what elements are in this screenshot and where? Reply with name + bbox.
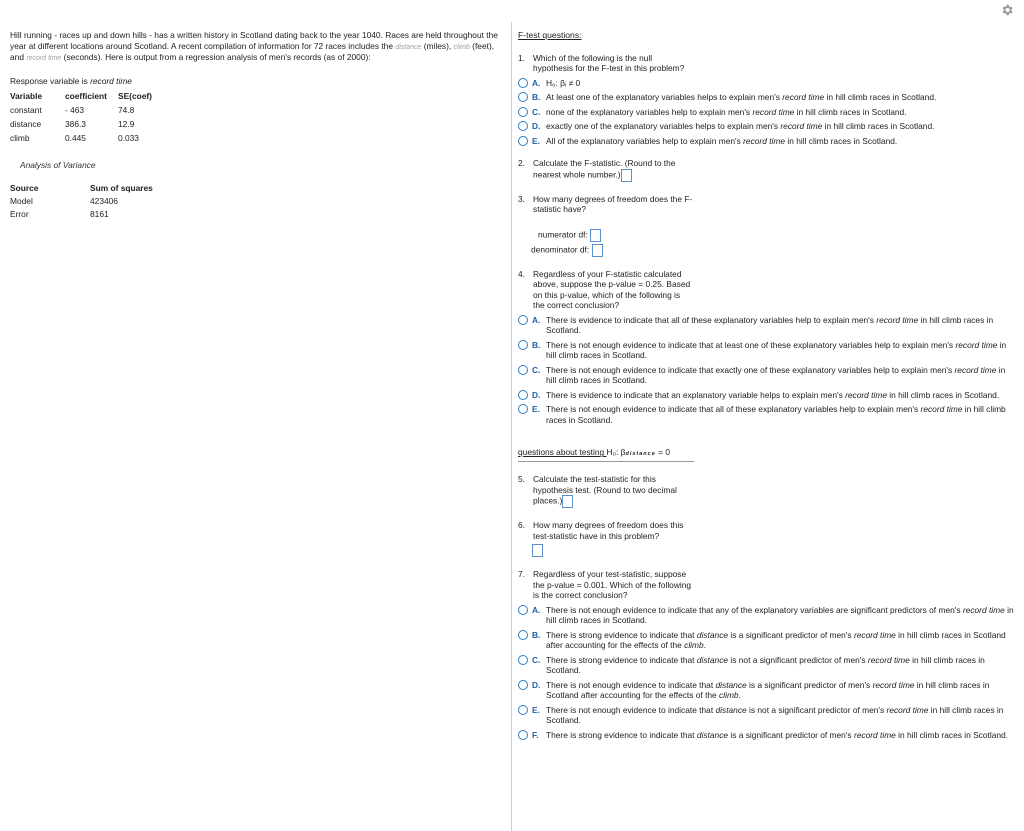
question-1: 1. Which of the following is the null hypothesis for the F-test in this problem? A. H₀: βᵢ ≠ 0 B. At least one of the explanatory variables helps to explain men's record time in hill climb races in Scotland. C. none of the explanatory variables help to explain men's record time in hill climb races in Scotland. D. exactly one of the explanatory variables helps to explain men's record time in hill climb races in Scotland. E. All of the explanatory variables help to explain men's record time in hill climb races in Scotland. xyxy=(518,53,1014,147)
radio-button[interactable] xyxy=(518,340,528,350)
question-4: 4. Regardless of your F-statistic calculated above, suppose the p-value = 0.25. Based on this p-value, which of the following is the correct conclusion? A. There is evidence to indicate that all of these explanatory variables help to explain men's record time in hill climb races in Scotland. B. There is not enough evidence to indicate that at least one of these explanatory variables help to explain men's record time in hill climb races in Scotland. C. There is not enough evidence to indicate that exactly one of these explanatory variables help to explain men's record time in hill climb races in Scotland. D. There is evidence to indicate that an explanatory variable helps to explain men's record time in hill climb races in Scotland. E. There is not enough evidence to indicate that all of these explanatory variables help to explain men's record time in hill climb races in Scotland. xyxy=(518,269,1014,426)
radio-button[interactable] xyxy=(518,630,528,640)
table-row: constant - 463 74.8 xyxy=(10,105,135,116)
q7-option-c[interactable]: C. There is strong evidence to indicate that distance is not a significant predictor of men's record time in hill climb races in Scotland. xyxy=(518,655,1014,676)
gear-icon[interactable] xyxy=(1000,3,1014,17)
problem-statement xyxy=(10,30,500,221)
q7-option-b[interactable]: B. There is strong evidence to indicate that distance is a significant predictor of men's record time in hill climb races in Scotland after accounting for the effects of the climb. xyxy=(518,630,1014,651)
question-pane xyxy=(518,30,1014,740)
radio-button[interactable] xyxy=(518,121,528,131)
table-row: Model 423406 xyxy=(10,196,118,207)
q4-option-c[interactable]: C. There is not enough evidence to indicate that exactly one of these explanatory variables help to explain men's record time in hill climb races in Scotland. xyxy=(518,365,1014,386)
radio-button[interactable] xyxy=(518,705,528,715)
table-header: Source Sum of squares xyxy=(10,183,153,194)
question-5: 5. Calculate the test-statistic for this hypothesis test. (Round to two decimal places.) xyxy=(518,474,1014,508)
radio-button[interactable] xyxy=(518,390,528,400)
table-header: Variable coefficient SE(coef) xyxy=(10,91,152,102)
t-df-input[interactable] xyxy=(532,544,543,557)
q1-option-d[interactable]: D. exactly one of the explanatory variables helps to explain men's record time in hill climb races in Scotland. xyxy=(518,121,1014,132)
question-6: 6. How many degrees of freedom does this test-statistic have in this problem? xyxy=(518,520,1014,557)
pane-divider xyxy=(511,22,512,831)
denominator-df-input[interactable] xyxy=(592,244,603,257)
q4-option-e[interactable]: E. There is not enough evidence to indicate that all of these explanatory variables help to explain men's record time in hill climb races in Scotland. xyxy=(518,404,1014,425)
q1-option-c[interactable]: C. none of the explanatory variables help to explain men's record time in hill climb races in Scotland. xyxy=(518,107,1014,118)
ttest-header: questions about testing H₀: βdistance = 0 xyxy=(518,447,694,462)
radio-button[interactable] xyxy=(518,404,528,414)
radio-button[interactable] xyxy=(518,107,528,117)
radio-button[interactable] xyxy=(518,78,528,88)
distance-var: distance xyxy=(395,43,422,51)
q4-option-a[interactable]: A. There is evidence to indicate that all of these explanatory variables help to explain men's record time in hill climb races in Scotland. xyxy=(518,315,1014,336)
q1-option-a[interactable]: A. H₀: βᵢ ≠ 0 xyxy=(518,78,1014,89)
radio-button[interactable] xyxy=(518,730,528,740)
q7-option-a[interactable]: A. There is not enough evidence to indicate that any of the explanatory variables are significant predictors of men's record time in hill climb races in Scotland. xyxy=(518,605,1014,626)
climb-var: climb xyxy=(453,43,470,51)
intro-paragraph: Hill running - races up and down hills - has a written history in Scotland dating back to the year 1040. Races are held throughout the year at different locations around Scotland. A recent compilation of information for 72 races includes the distance (miles), climb (feet), and record time (seconds). Here is output from a regression analysis of men's records (as of 2000): xyxy=(10,30,498,63)
f-statistic-input[interactable] xyxy=(621,169,632,182)
radio-button[interactable] xyxy=(518,92,528,102)
test-statistic-input[interactable] xyxy=(562,495,573,508)
q7-option-d[interactable]: D. There is not enough evidence to indicate that distance is a significant predictor of men's record time in hill climb races in Scotland after accounting for the effects of the climb. xyxy=(518,680,1014,701)
question-3: 3. How many degrees of freedom does the F-statistic have? numerator df: denominator df: xyxy=(518,194,1014,257)
table-row: climb 0.445 0.033 xyxy=(10,133,139,144)
question-2: 2. Calculate the F-statistic. (Round to the nearest whole number.) xyxy=(518,158,1014,182)
radio-button[interactable] xyxy=(518,680,528,690)
radio-button[interactable] xyxy=(518,605,528,615)
regression-table xyxy=(10,90,178,146)
response-variable: Response variable is record time xyxy=(10,76,132,86)
table-row: distance 386.3 12.9 xyxy=(10,119,135,130)
table-row: Error 8161 xyxy=(10,209,109,220)
anova-table xyxy=(10,182,153,221)
q1-option-b[interactable]: B. At least one of the explanatory variables helps to explain men's record time in hill climb races in Scotland. xyxy=(518,92,1014,103)
radio-button[interactable] xyxy=(518,365,528,375)
anova-title: Analysis of Variance xyxy=(20,159,96,170)
q4-option-d[interactable]: D. There is evidence to indicate that an explanatory variable helps to explain men's record time in hill climb races in Scotland. xyxy=(518,390,1014,401)
ftest-title: F-test questions: xyxy=(518,30,582,40)
radio-button[interactable] xyxy=(518,136,528,146)
radio-button[interactable] xyxy=(518,315,528,325)
radio-button[interactable] xyxy=(518,655,528,665)
question-7: 7. Regardless of your test-statistic, suppose the p-value = 0.001. Which of the following is the correct conclusion? A. There is not enough evidence to indicate that any of the explanatory variables are significant predictors of men's record time in hill climb races in Scotland. B. There is strong evidence to indicate that distance is a significant predictor of men's record time in hill climb races in Scotland after accounting for the effects of the climb. C. There is strong evidence to indicate that distance is not a significant predictor of men's record time in hill climb races in Scotland. D. There is not enough evidence to indicate that distance is a significant predictor of men's record time in hill climb races in Scotland after accounting for the effects of the climb. E. There is not enough evidence to indicate that distance is not a significant predictor of men's record time in hill climb races in Scotland. F. There is strong evidence to indicate that distance is a significant predictor of men's record time in hill climb races in Scotland. xyxy=(518,569,1014,740)
numerator-df-input[interactable] xyxy=(590,229,601,242)
q4-option-b[interactable]: B. There is not enough evidence to indicate that at least one of these explanatory variables help to explain men's record time in hill climb races in Scotland. xyxy=(518,340,1014,361)
time-var: record time xyxy=(26,55,62,63)
q7-option-e[interactable]: E. There is not enough evidence to indicate that distance is not a significant predictor of men's record time in hill climb races in Scotland. xyxy=(518,705,1014,726)
q7-option-f[interactable]: F. There is strong evidence to indicate that distance is a significant predictor of men's record time in hill climb races in Scotland. xyxy=(518,730,1014,741)
q1-option-e[interactable]: E. All of the explanatory variables help to explain men's record time in hill climb races in Scotland. xyxy=(518,136,1014,147)
